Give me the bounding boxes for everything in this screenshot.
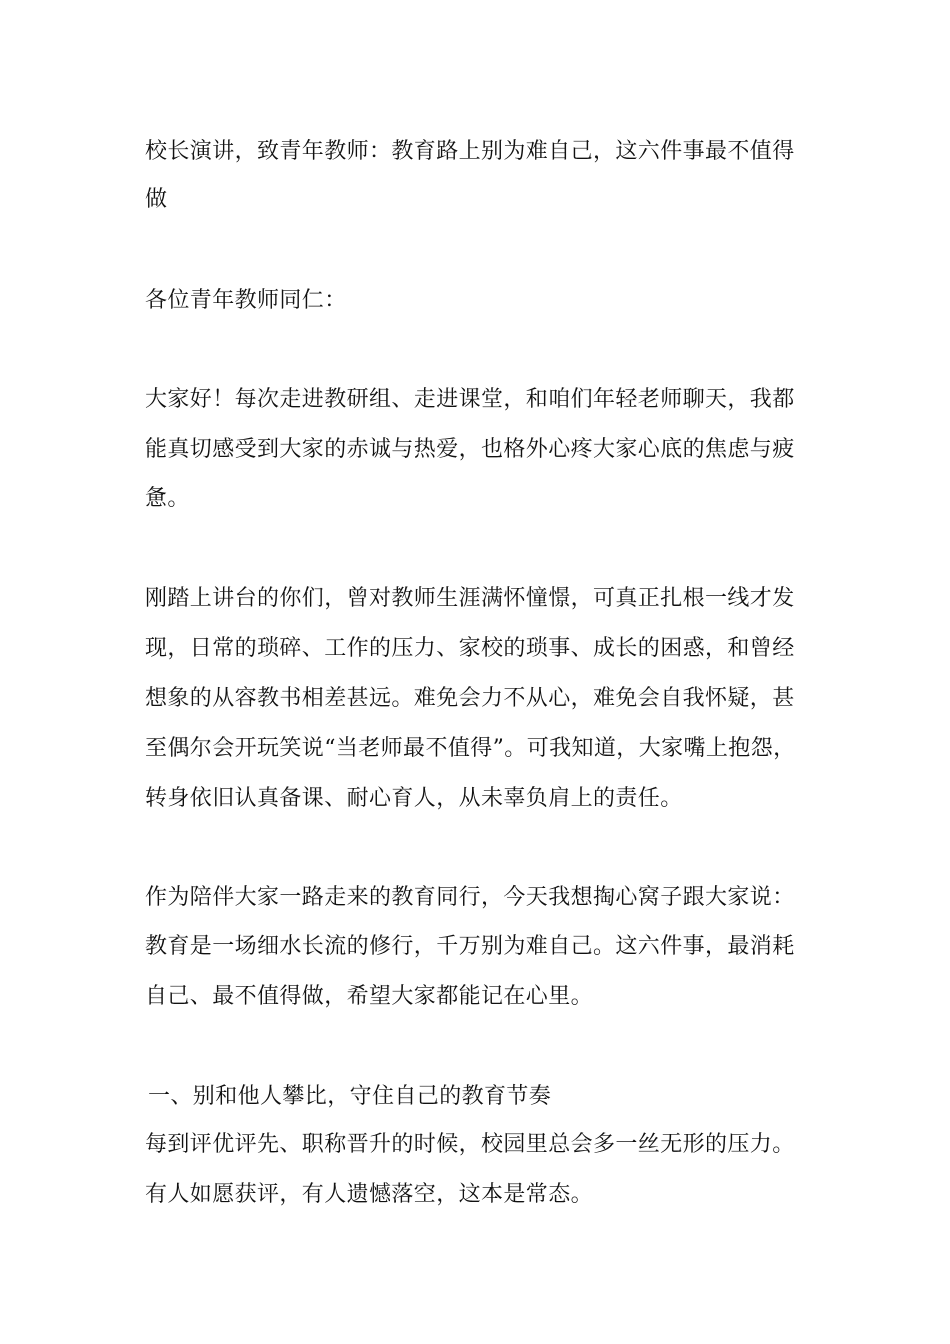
paragraph-3-line-3: 自己、最不值得做，希望大家都能记在心里。: [145, 984, 594, 1009]
paragraph-2-line-5: 转身依旧认真备课、耐心育人，从未辜负肩上的责任。: [145, 786, 683, 811]
paragraph-1-line-1: 大家好！每次走进教研组、走进课堂，和咱们年轻老师聊天，我都: [145, 387, 795, 412]
section-1-line-2: 有人如愿获评，有人遗憾落空，这本是常态。: [145, 1182, 594, 1207]
section-1-line-1: 每到评优评先、职称晋升的时候，校园里总会多一丝无形的压力。: [145, 1132, 795, 1157]
paragraph-3-line-2: 教育是一场细水长流的修行，千万别为难自己。这六件事，最消耗: [145, 934, 795, 959]
document-title-line-1: 校长演讲，致青年教师：教育路上别为难自己，这六件事最不值得: [145, 139, 795, 164]
document-title-line-2: 做: [145, 187, 168, 212]
paragraph-1-line-2: 能真切感受到大家的赤诚与热爱，也格外心疼大家心底的焦虑与疲: [145, 437, 795, 462]
paragraph-2-line-4: 至偶尔会开玩笑说“当老师最不值得”。可我知道，大家嘴上抱怨，: [145, 736, 796, 761]
paragraph-2-line-2: 现，日常的琐碎、工作的压力、家校的琐事、成长的困惑，和曾经: [145, 636, 795, 661]
paragraph-2-line-3: 想象的从容教书相差甚远。难免会力不从心，难免会自我怀疑，甚: [145, 686, 795, 711]
paragraph-3-line-1: 作为陪伴大家一路走来的教育同行，今天我想掏心窝子跟大家说：: [145, 885, 795, 910]
section-1-heading: 一、别和他人攀比，守住自己的教育节奏: [148, 1084, 552, 1109]
paragraph-2-line-1: 刚踏上讲台的你们，曾对教师生涯满怀憧憬，可真正扎根一线才发: [145, 586, 795, 611]
paragraph-1-line-3: 惫。: [145, 486, 190, 511]
salutation: 各位青年教师同仁：: [145, 288, 347, 313]
